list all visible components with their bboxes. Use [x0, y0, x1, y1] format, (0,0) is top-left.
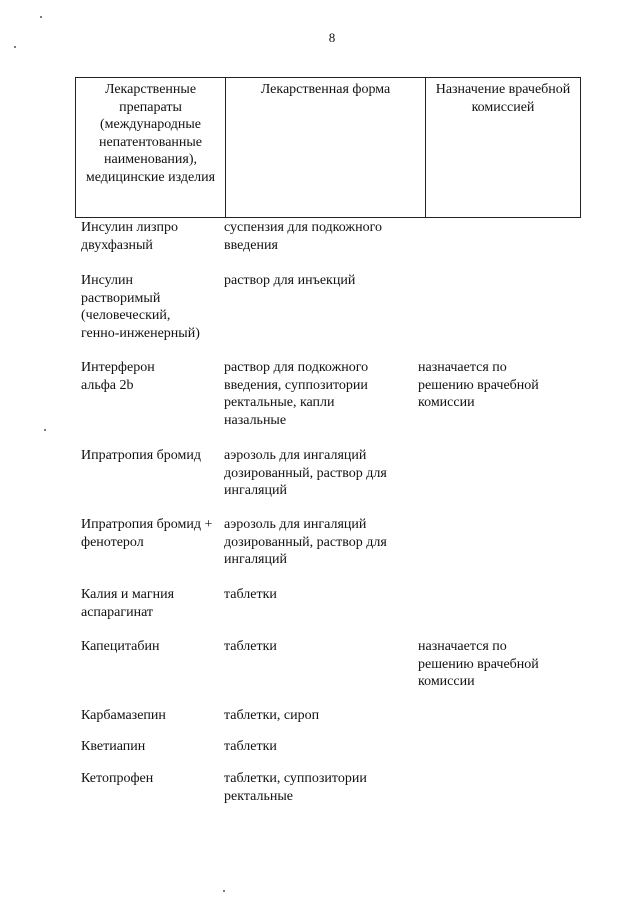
header-drug-name: Лекарственные препараты (международные непатентованные наименования), медицинские изделия	[76, 78, 226, 218]
drug-name: Калия и магния аспарагинат	[81, 587, 175, 620]
scan-speck	[44, 429, 46, 431]
dosage-form: таблетки	[224, 587, 277, 602]
drug-name: Кветиапин	[81, 739, 146, 754]
dosage-form: раствор для подкожного введения, суппозитории ректальные, капли назальные	[224, 360, 369, 428]
dosage-form: таблетки, сироп	[224, 708, 320, 723]
header-dosage-form: Лекарственная форма	[226, 78, 426, 218]
commission-note: назначается по решению врачебной комиссии	[418, 639, 539, 689]
header-commission: Назначение врачебной комиссией	[426, 78, 581, 218]
drug-name: Инсулин лизпро двухфазный	[81, 220, 178, 253]
scan-speck	[40, 16, 42, 18]
page-number: 8	[328, 30, 336, 45]
drug-name: Инсулин растворимый (человеческий, генно-инженерный)	[81, 273, 200, 341]
scan-speck	[14, 46, 16, 48]
commission-note: назначается по решению врачебной комиссии	[418, 360, 539, 410]
dosage-form: аэрозоль для ингаляций дозированный, раствор для ингаляций	[224, 448, 387, 498]
drug-name: Капецитабин	[81, 639, 160, 654]
dosage-form: раствор для инъекций	[224, 273, 356, 288]
table-header-row	[76, 78, 581, 218]
drug-name: Интерферон альфа 2b	[81, 360, 155, 393]
dosage-form: суспензия для подкожного введения	[224, 220, 382, 253]
drug-name: Карбамазепин	[81, 708, 166, 723]
dosage-form: таблетки	[224, 639, 277, 654]
drug-name: Кетопрофен	[81, 771, 154, 786]
dosage-form: аэрозоль для ингаляций дозированный, раствор для ингаляций	[224, 517, 387, 567]
scan-speck	[223, 890, 225, 892]
drug-name: Ипратропия бромид	[81, 448, 201, 463]
drug-name: Ипратропия бромид + фенотерол	[81, 517, 213, 550]
dosage-form: таблетки	[224, 739, 277, 754]
table-header	[75, 77, 581, 218]
dosage-form: таблетки, суппозитории ректальные	[224, 771, 367, 804]
